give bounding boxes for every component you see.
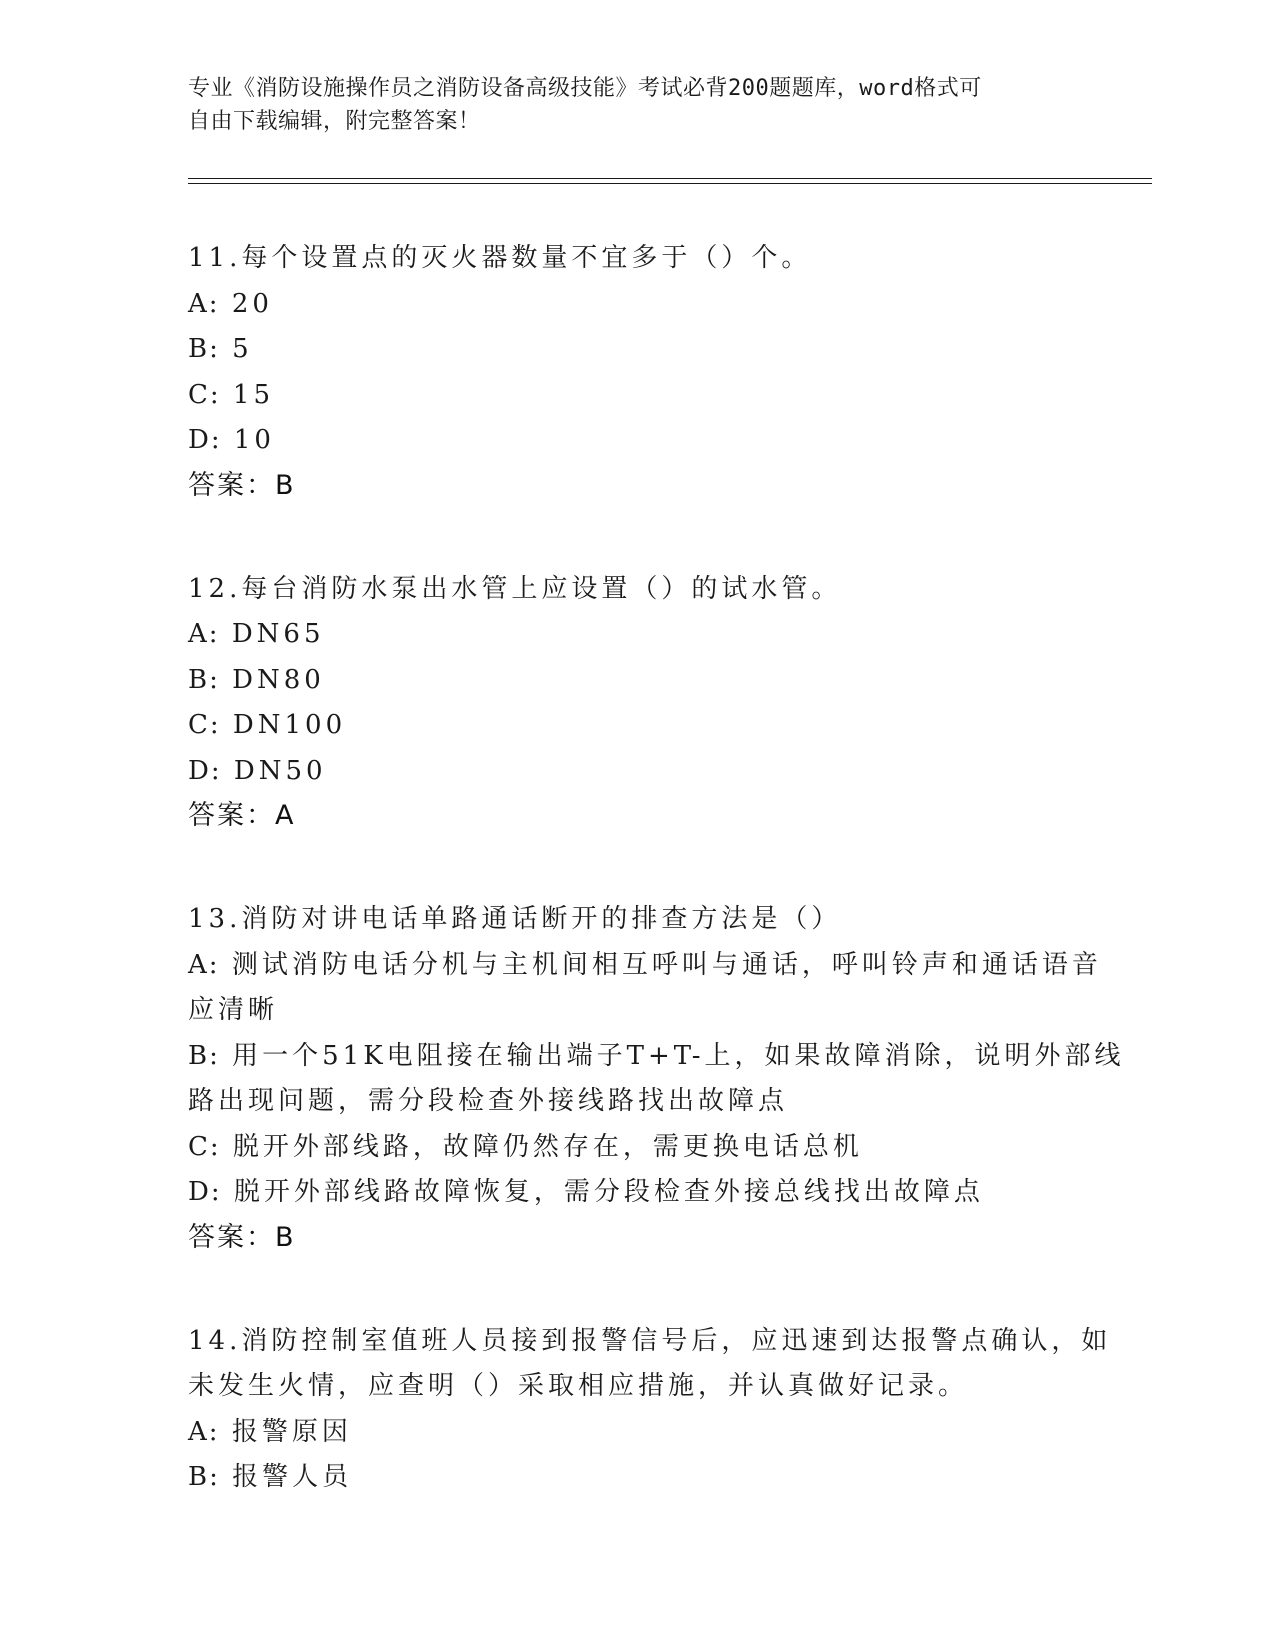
option-a [188,943,1102,1034]
option-d [188,749,1088,795]
question-stem-line: 11.每个设置点的灭火器数量不宜多于（）个。 [188,243,812,273]
option-b [188,327,1088,373]
answer-line: 答案：B [188,1221,296,1253]
option-d [188,418,1088,464]
option-label: C: [188,710,221,740]
option-label: C: [188,1131,221,1162]
option-label: A: [188,619,220,649]
question-spacer [188,508,1088,567]
answer-line: 答案：A [188,800,296,831]
option-text: 10 [233,425,275,455]
option-a [188,282,1088,328]
option-text: 脱开外部线路，故障仍然存在，需更换电话总机 [232,1131,863,1162]
option-text: 5 [232,334,253,364]
option-text: 报警人员 [232,1462,353,1492]
option-b [188,658,1088,704]
option-text: DN100 [232,710,347,740]
option-text: 脱开外部线路故障恢复，需分段检查外接总线找出故障点 [233,1177,984,1207]
question-stem [188,1319,1112,1410]
question-13 [188,897,1125,1260]
option-label: D: [188,1177,222,1207]
option-text-continued: 路出现问题，需分段检查外接线路找出故障点 [188,1086,789,1116]
option-c [188,373,1088,419]
option-b [188,1455,1088,1501]
question-stem-line: 13.消防对讲电话单路通话断开的排查方法是（） [188,904,842,934]
option-text: DN50 [233,755,327,786]
question-list [188,236,1125,1501]
question-stem [188,567,1088,613]
question-spacer [188,1260,1088,1319]
option-a [188,612,1088,658]
option-label: B: [188,1040,220,1071]
option-label: A: [188,1416,220,1447]
option-label: C: [188,379,221,410]
question-stem-line: 12.每台消防水泵出水管上应设置（）的试水管。 [188,573,842,604]
option-label: A: [188,949,220,980]
option-label: D: [188,755,222,786]
option-text: DN65 [231,619,325,649]
header-divider-top [188,178,1152,179]
option-text: 测试消防电话分机与主机间相互呼叫与通话，呼叫铃声和通话语音 [231,949,1102,980]
option-label: D: [188,425,222,455]
question-stem-line: 14.消防控制室值班人员接到报警信号后，应迅速到达报警点确认，如 [188,1325,1112,1356]
header-divider-bottom [188,183,1152,184]
question-14 [188,1319,1112,1501]
option-text: DN80 [232,664,325,695]
option-label: B: [188,334,220,364]
question-stem-line: 未发生火情，应查明（）采取相应措施，并认真做好记录。 [188,1371,969,1401]
question-spacer [188,838,1088,897]
document-header [188,72,1088,138]
option-b [188,1034,1125,1125]
question-stem [188,897,1088,943]
option-text: 15 [232,379,275,410]
option-text: 20 [231,288,273,319]
question-stem [188,236,1088,282]
option-c [188,1125,1088,1171]
option-text-continued: 应清晰 [188,995,279,1025]
option-text: 用一个51K电阻接在输出端子T+T-上，如果故障消除，说明外部线 [232,1040,1125,1071]
option-a [188,1410,1088,1456]
option-text: 报警原因 [231,1416,352,1447]
option-label: B: [188,1462,220,1492]
option-label: A: [188,288,220,319]
question-11 [188,236,1088,508]
option-c [188,703,1088,749]
answer-line: 答案：B [188,469,296,501]
option-label: B: [188,664,220,695]
option-d [188,1170,1088,1216]
header-line-2: 自由下载编辑，附完整答案！ [188,109,481,134]
question-12 [188,567,1088,839]
header-line-1: 专业《消防设施操作员之消防设备高级技能》考试必背200题题库，word格式可 [188,76,982,101]
